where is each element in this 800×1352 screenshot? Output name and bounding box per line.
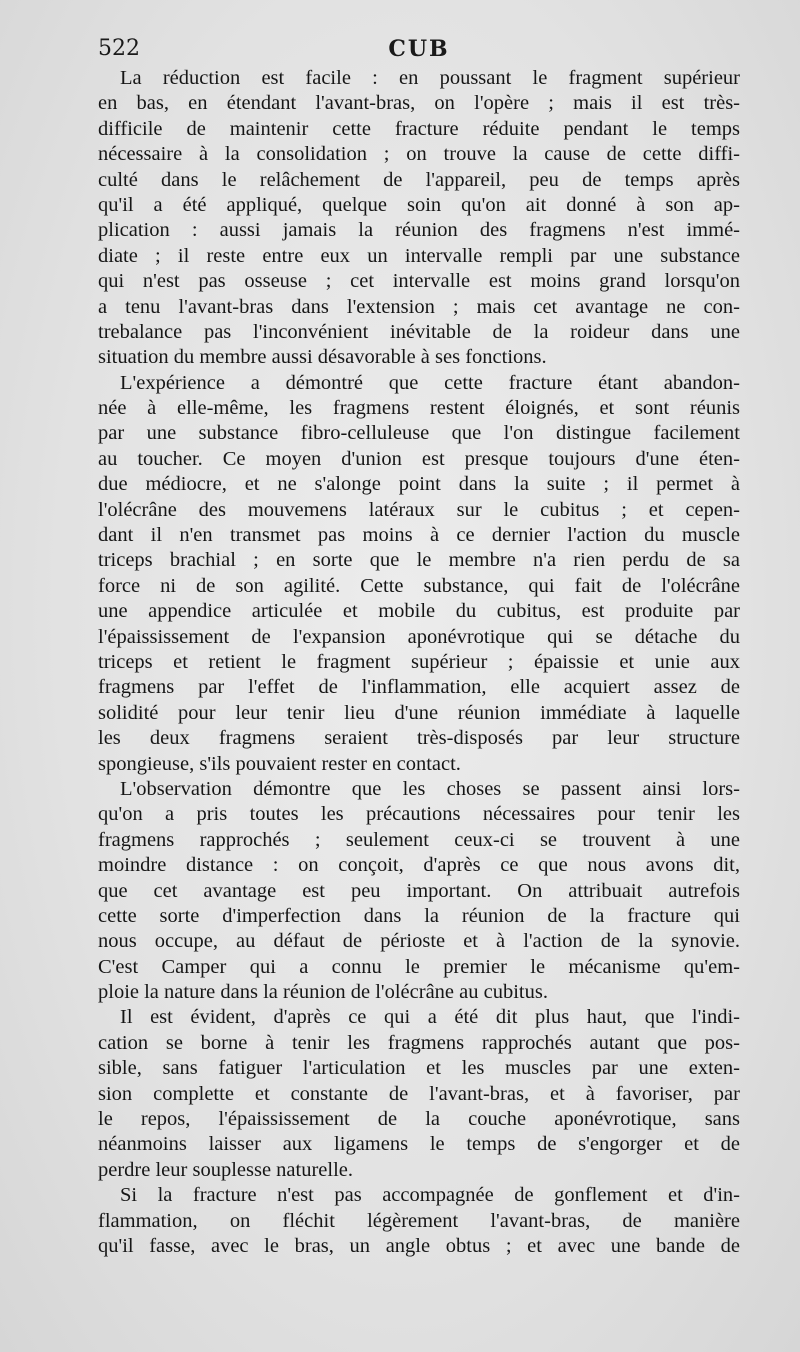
text-line: en bas, en étendant l'avant-bras, on l'opère ; mais il est très- — [98, 92, 740, 115]
text-line: que cet avantage est peu important. On attribuait autrefois — [98, 879, 740, 902]
text-line: moindre distance : on conçoit, d'après ce que nous avons dit, — [98, 854, 740, 877]
text-line: ploie la nature dans la réunion de l'olécrâne au cubitus. — [98, 981, 548, 1004]
text-line: La réduction est facile : en poussant le fragment supérieur — [120, 67, 740, 89]
text-line: l'olécrâne des mouvemens latéraux sur le cubitus ; et cepen- — [98, 498, 740, 521]
text-line: qu'il a été appliqué, quelque soin qu'on ait donné à son ap- — [98, 193, 740, 216]
text-line: sion complette et constante de l'avant-bras, et à favoriser, par — [98, 1082, 740, 1105]
text-line: solidité pour leur tenir lieu d'une réunion immédiate à laquelle — [98, 701, 740, 724]
paragraph — [98, 1005, 740, 1183]
text-line: une appendice articulée et mobile du cubitus, est produite par — [98, 600, 740, 623]
text-line: a tenu l'avant-bras dans l'extension ; mais cet avantage ne con- — [98, 295, 740, 318]
text-line: L'expérience a démontré que cette fracture étant abandon- — [120, 371, 740, 394]
text-line: qui n'est pas osseuse ; cet intervalle est moins grand lorsqu'on — [98, 270, 740, 293]
page-number: 522 — [98, 36, 140, 61]
body-text — [98, 66, 740, 1259]
page-header — [98, 32, 740, 66]
paragraph — [98, 1183, 740, 1259]
paragraph — [98, 66, 740, 371]
text-line: force ni de son agilité. Cette substance, qui fait de l'olécrâne — [98, 574, 740, 597]
text-line: fragmens rapprochés ; seulement ceux-ci se trouvent à une — [98, 828, 740, 851]
text-line: flammation, on fléchit légèrement l'avant-bras, de manière — [98, 1209, 740, 1232]
text-line: diate ; il reste entre eux un intervalle rempli par une substance — [98, 244, 740, 267]
text-line: culté dans le relâchement de l'appareil, peu de temps après — [98, 168, 740, 191]
text-line: dant il n'en transmet pas moins à ce dernier l'action du muscle — [98, 524, 740, 547]
text-line: difficile de maintenir cette fracture réduite pendant le temps — [98, 117, 740, 140]
text-line: C'est Camper qui a connu le premier le mécanisme qu'em- — [98, 955, 740, 978]
text-line: cette sorte d'imperfection dans la réunion de la fracture qui — [98, 904, 740, 927]
text-line: perdre leur souplesse naturelle. — [98, 1158, 354, 1181]
text-line: par une substance fibro-celluleuse que l'on distingue facilement — [98, 422, 740, 445]
text-line: fragmens par l'effet de l'inflammation, elle acquiert assez de — [98, 676, 740, 699]
text-line: Il est évident, d'après ce qui a été dit plus haut, que l'indi- — [120, 1006, 740, 1029]
text-line: triceps brachial ; en sorte que le membre n'a rien perdu de sa — [98, 549, 740, 572]
text-line: néanmoins laisser aux ligamens le temps de s'engorger et de — [98, 1133, 740, 1156]
text-line: situation du membre aussi désavorable à ses fonctions. — [98, 346, 547, 369]
text-line: L'observation démontre que les choses se passent ainsi lors- — [120, 777, 740, 800]
text-line: triceps et retient le fragment supérieur ; épaissie et unie aux — [98, 650, 740, 673]
text-line: qu'il fasse, avec le bras, un angle obtus ; et avec une bande de — [98, 1234, 740, 1257]
text-line: le repos, l'épaississement de la couche aponévrotique, sans — [98, 1108, 740, 1131]
text-line: sible, sans fatiguer l'articulation et les muscles par une exten- — [98, 1057, 740, 1080]
text-line: trebalance pas l'inconvénient inévitable de la roideur dans une — [98, 320, 740, 343]
text-line: l'épaississement de l'expansion aponévrotique qui se détache du — [98, 625, 740, 648]
text-line: au toucher. Ce moyen d'union est presque toujours d'une éten- — [98, 447, 740, 470]
paragraph — [98, 777, 740, 1006]
running-head: CUB — [388, 36, 450, 62]
text-line: Si la fracture n'est pas accompagnée de gonflement et d'in- — [120, 1184, 740, 1207]
text-line: née à elle-même, les fragmens restent éloignés, et sont réunis — [98, 397, 740, 420]
text-line: cation se borne à tenir les fragmens rapprochés autant que pos- — [98, 1031, 740, 1054]
text-line: due médiocre, et ne s'alonge point dans la suite ; il permet à — [98, 473, 740, 496]
text-line: nécessaire à la consolidation ; on trouve la cause de cette diffi- — [98, 143, 740, 166]
text-line: nous occupe, au défaut de périoste et à l'action de la synovie. — [98, 930, 740, 953]
paragraph — [98, 371, 740, 777]
text-line: qu'on a pris toutes les précautions nécessaires pour tenir les — [98, 803, 740, 826]
text-line: plication : aussi jamais la réunion des fragmens n'est immé- — [98, 219, 740, 242]
text-line: les deux fragmens seraient très-disposés par leur structure — [98, 727, 740, 750]
text-line: spongieuse, s'ils pouvaient rester en contact. — [98, 752, 461, 775]
